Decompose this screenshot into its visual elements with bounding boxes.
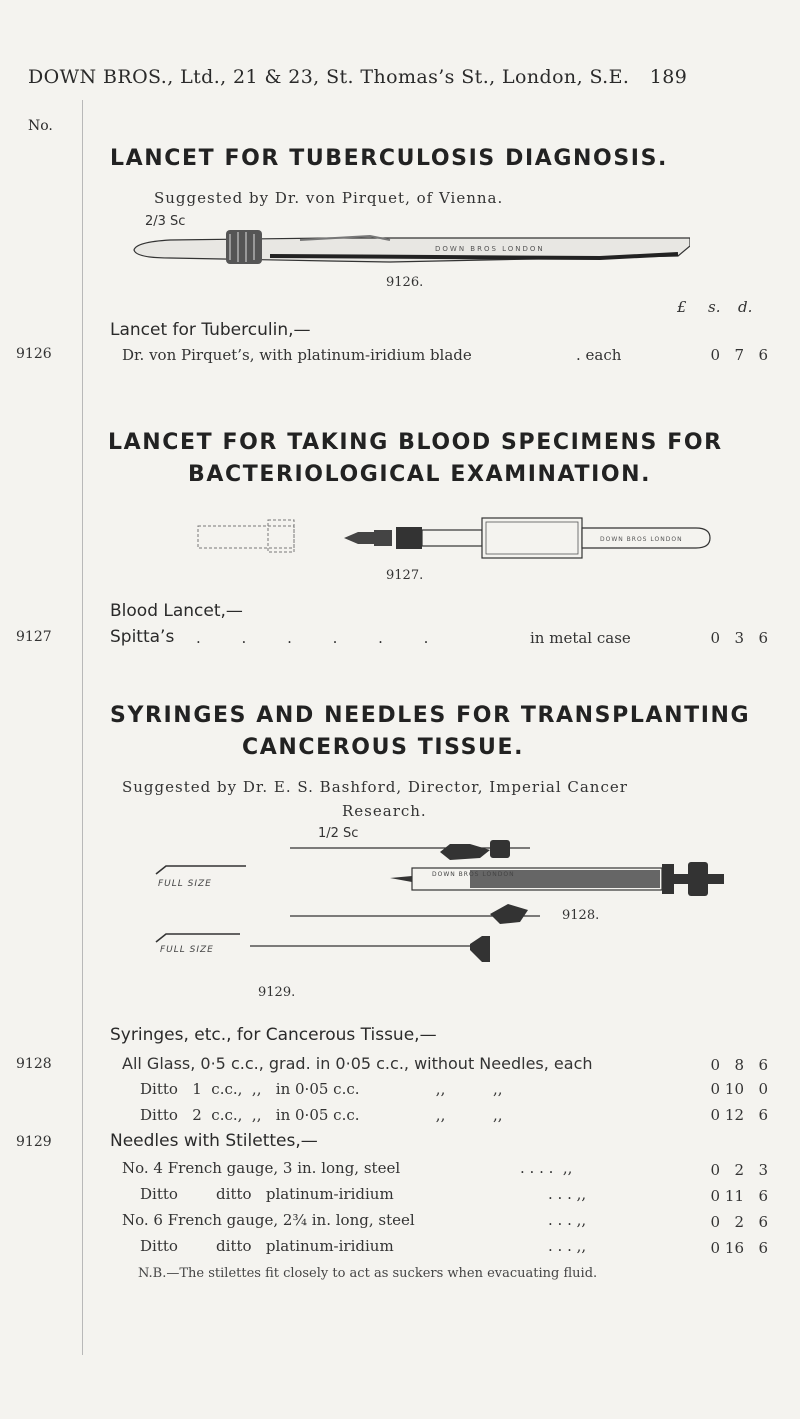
section3-title-line2: CANCEROUS TISSUE.: [242, 735, 525, 760]
syringe-row-2-text: Ditto 1 c.c., ,, in 0·05 c.c. ,, ,,: [140, 1080, 503, 1098]
running-header: [28, 66, 687, 88]
section1-scale: 2/3 Sc: [145, 214, 186, 229]
figure-9129-caption: 9129.: [258, 985, 296, 1000]
item-9127-number: 9127: [16, 629, 52, 645]
needle-row-4-dots: . . . ,,: [548, 1237, 587, 1255]
figure-9127-caption: 9127.: [386, 568, 424, 583]
needle-row-3-dots: . . . ,,: [548, 1211, 587, 1229]
needle-row-4-text: Ditto ditto platinum-iridium: [140, 1237, 394, 1255]
page-number: 189: [649, 66, 688, 88]
needle-row-3-text: No. 6 French gauge, 2¾ in. long, steel: [122, 1211, 415, 1229]
item-9129-number: 9129: [16, 1134, 52, 1150]
price-pence: 6: [758, 346, 768, 364]
price-shillings: 3: [734, 629, 744, 647]
full-size-label-2: FULL SIZE: [160, 945, 214, 955]
section1-title: LANCET FOR TUBERCULOSIS DIAGNOSIS.: [110, 146, 668, 171]
currency-pence: d.: [738, 298, 753, 316]
lancet-stamp: DOWN BROS LONDON: [435, 245, 545, 253]
syringes-needles-illustration: [150, 838, 740, 974]
figure-9126-caption: 9126.: [386, 275, 424, 290]
syringe-row-2-price: 0 10 0: [710, 1080, 768, 1098]
syringe-stamp: DOWN BROS LONDON: [432, 871, 515, 878]
item-9127-heading: Blood Lancet,—: [110, 601, 243, 621]
syringes-heading: Syringes, etc., for Cancerous Tissue,—: [110, 1025, 437, 1045]
item-9126-number: 9126: [16, 346, 52, 362]
needle-row-2-dots: . . . ,,: [548, 1185, 587, 1203]
section2-title-line1: LANCET FOR TAKING BLOOD SPECIMENS FOR: [108, 430, 723, 455]
lancet-handle-grip: [226, 230, 262, 264]
figure-9128-caption: 9128.: [562, 908, 600, 923]
item-9127-price: [668, 629, 768, 647]
syringe-row-3-text: Ditto 2 c.c., ,, in 0·05 c.c. ,, ,,: [140, 1106, 503, 1124]
item-9126-unit: . each: [576, 346, 622, 364]
header-text: DOWN BROS., Ltd., 21 & 23, St. Thomas’s St., London, S.E.: [28, 66, 630, 88]
currency-pounds: £: [677, 298, 687, 316]
needle-row-2-price: 0 11 6: [710, 1187, 768, 1205]
syringe-row-1-text: All Glass, 0·5 c.c., grad. in 0·05 c.c., without Needles, each: [122, 1054, 593, 1073]
section3-subtitle-line2: Research.: [342, 802, 427, 820]
needle-row-1-text: No. 4 French gauge, 3 in. long, steel: [122, 1159, 401, 1177]
price-pence: 6: [758, 629, 768, 647]
price-pounds: 0: [710, 346, 720, 364]
syringe-row-1-price: 0 8 6: [710, 1056, 768, 1074]
item-9126-price: [668, 346, 768, 364]
blood-lancet-stamp: DOWN BROS LONDON: [600, 536, 683, 543]
price-shillings: 7: [734, 346, 744, 364]
item-9127-unit: in metal case: [530, 629, 631, 647]
item-9126-heading: Lancet for Tuberculin,—: [110, 320, 311, 340]
item-9127-leader-dots: . . . . . .: [196, 629, 447, 647]
section3-subtitle-line1: Suggested by Dr. E. S. Bashford, Director, Imperial Cancer: [122, 778, 628, 796]
blood-lancet-illustration: [196, 512, 716, 562]
item-9126-description: Dr. von Pirquet’s, with platinum-iridium blade: [122, 346, 472, 364]
needle-row-1-price: 0 2 3: [710, 1161, 768, 1179]
needle-row-3-price: 0 2 6: [710, 1213, 768, 1231]
currency-shillings: s.: [708, 298, 721, 316]
no-column-label: No.: [28, 118, 53, 134]
full-size-label-1: FULL SIZE: [158, 879, 212, 889]
section3-scale: 1/2 Sc: [318, 826, 359, 841]
price-pounds: 0: [710, 629, 720, 647]
needles-heading: Needles with Stilettes,—: [110, 1131, 318, 1151]
needle-row-1-dots: . . . . ,,: [520, 1159, 573, 1177]
section2-title-line2: BACTERIOLOGICAL EXAMINATION.: [188, 462, 652, 487]
stilettes-note: N.B.—The stilettes fit closely to act as suckers when evacuating fluid.: [138, 1266, 598, 1281]
section3-title-line1: SYRINGES AND NEEDLES FOR TRANSPLANTING: [110, 703, 751, 728]
syringe-row-3-price: 0 12 6: [710, 1106, 768, 1124]
margin-rule: [82, 100, 83, 1355]
item-9127-description: Spitta’s: [110, 627, 175, 647]
section1-subtitle: Suggested by Dr. von Pirquet, of Vienna.: [154, 189, 504, 207]
item-9128-number: 9128: [16, 1056, 52, 1072]
tuberculin-lancet-illustration: [130, 226, 690, 268]
needle-row-2-text: Ditto ditto platinum-iridium: [140, 1185, 394, 1203]
needle-row-4-price: 0 16 6: [710, 1239, 768, 1257]
